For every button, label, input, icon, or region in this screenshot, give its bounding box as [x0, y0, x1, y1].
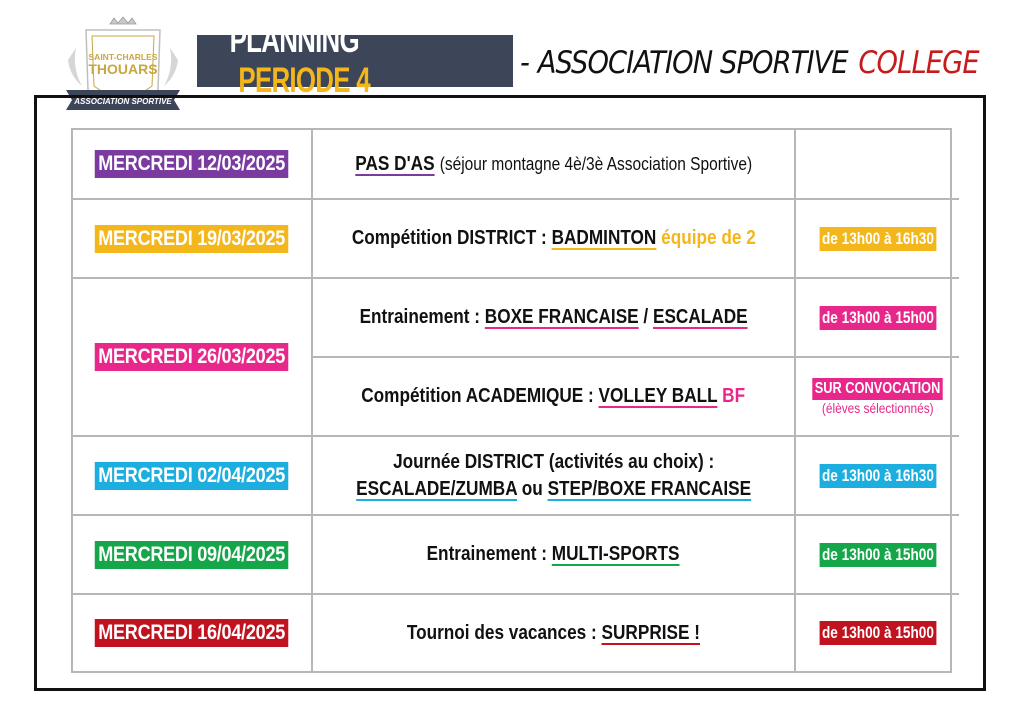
subtitle-main: ASSOCIATION SPORTIVE: [537, 45, 848, 81]
table-row-1-activity: [313, 130, 796, 200]
title-accent: PERIODE 4: [238, 61, 370, 100]
date-label: MERCREDI 19/03/2025: [95, 225, 289, 253]
activity-highlight: ESCALADE: [652, 306, 748, 328]
date-label: MERCREDI 16/04/2025: [95, 619, 289, 647]
logo-banner: ASSOCIATION SPORTIVE: [74, 97, 172, 106]
activity-label: Entrainement :: [427, 543, 553, 565]
table-row-3a-activity: [313, 279, 796, 358]
subtitle-accent: COLLEGE: [858, 45, 979, 81]
table-row-6-activity: [313, 595, 796, 671]
time-badge: de 13h00 à 15h00: [819, 621, 936, 645]
page-title: [197, 21, 513, 100]
activity-separator: /: [638, 306, 653, 328]
activity-suffix: BF: [722, 385, 746, 407]
time-badge: de 13h00 à 16h30: [819, 227, 936, 251]
activity-highlight: MULTI-SPORTS: [552, 543, 680, 565]
table-row-3b-activity: [313, 358, 796, 437]
activity-separator: ou: [516, 477, 548, 500]
time-badge: de 13h00 à 16h30: [819, 464, 936, 488]
subtitle-dash: -: [520, 45, 529, 81]
date-label: MERCREDI 09/04/2025: [95, 541, 289, 569]
table-row-1-date: [73, 130, 313, 200]
table-row-6-time: [796, 595, 959, 671]
table-row-5-time: [796, 516, 959, 595]
table-row-1-time: [796, 130, 959, 200]
table-row-3a-time: [796, 279, 959, 358]
date-label: MERCREDI 26/03/2025: [95, 343, 289, 371]
activity-label: Journée DISTRICT (activités au choix) :: [392, 450, 715, 473]
table-row-4-activity: [313, 437, 796, 516]
time-badge: de 13h00 à 15h00: [819, 543, 936, 567]
table-row-4-time: [796, 437, 959, 516]
time-badge: SUR CONVOCATION: [812, 378, 942, 400]
activity-highlight: SURPRISE !: [601, 621, 701, 644]
logo-line1: SAINT-CHARLES: [88, 52, 158, 62]
time-note: (élèves sélectionnés): [821, 399, 934, 416]
date-label: MERCREDI 02/04/2025: [95, 462, 289, 490]
activity-label: Entrainement :: [359, 306, 485, 328]
date-label: MERCREDI 12/03/2025: [95, 150, 289, 178]
activity-note: (séjour montagne 4è/3è Association Sportive): [439, 153, 752, 174]
activity-suffix: équipe de 2: [660, 227, 756, 249]
table-row-4-date: [73, 437, 313, 516]
activity-label: Tournoi des vacances :: [406, 621, 602, 644]
activity-highlight: PAS D'AS: [355, 152, 435, 175]
activity-highlight: STEP/BOXE FRANCAISE: [547, 477, 751, 500]
schedule-table: [71, 128, 952, 673]
activity-highlight: BADMINTON: [551, 227, 657, 249]
table-row-2-time: [796, 200, 959, 279]
activity-label: Compétition DISTRICT :: [351, 227, 552, 249]
activity-highlight: ESCALADE/ZUMBA: [356, 477, 517, 500]
table-row-2-activity: [313, 200, 796, 279]
activity-label: Compétition ACADEMIQUE :: [361, 385, 599, 407]
logo-line2: THOUARS: [88, 61, 158, 77]
table-row-3b-time: [796, 358, 959, 437]
activity-highlight: VOLLEY BALL: [598, 385, 718, 407]
table-row-5-activity: [313, 516, 796, 595]
table-row-3-date: [73, 279, 313, 437]
page-subtitle: [520, 38, 979, 88]
title-main: PLANNING: [229, 21, 359, 60]
table-row-6-date: [73, 595, 313, 671]
table-row-5-date: [73, 516, 313, 595]
activity-highlight: BOXE FRANCAISE: [484, 306, 639, 328]
table-row-2-date: [73, 200, 313, 279]
crown-icon: [110, 17, 136, 24]
time-badge: de 13h00 à 15h00: [819, 306, 936, 330]
